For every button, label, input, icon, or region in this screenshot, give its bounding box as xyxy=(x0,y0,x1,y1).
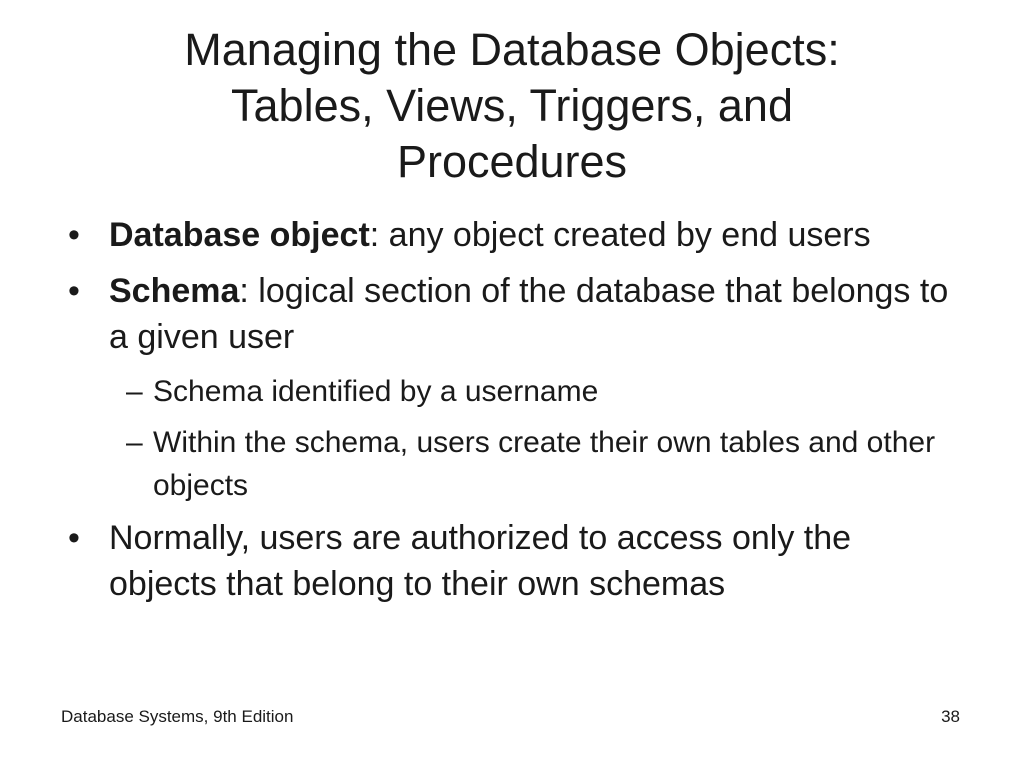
bullet-text: Normally, users are authorized to access only the objects that belong to their own schemas xyxy=(109,519,852,603)
sub-bullet-text: Schema identified by a username xyxy=(153,375,599,408)
title-line-1: Managing the Database Objects: xyxy=(184,24,840,75)
bullet-text: : any object created by end users xyxy=(369,216,871,254)
bullet-term: Database object xyxy=(109,216,370,254)
bullet-term: Schema xyxy=(109,272,240,310)
bullet-text: : logical section of the database that belongs to a given user xyxy=(109,272,949,356)
title-line-2: Tables, Views, Triggers, and xyxy=(231,80,793,131)
bullet-marker: • xyxy=(68,272,80,310)
bullet-authorization xyxy=(68,515,968,607)
footer-source: Database Systems, 9th Edition xyxy=(61,707,294,726)
sub-bullet-username xyxy=(68,370,968,413)
title-line-3: Procedures xyxy=(396,136,628,187)
sub-bullet-marker: – xyxy=(126,375,143,408)
bullet-database-object xyxy=(68,212,968,258)
page-number: 38 xyxy=(941,707,960,726)
bullet-marker: • xyxy=(68,216,80,254)
slide-body xyxy=(68,212,968,617)
sub-bullet-own-tables xyxy=(68,421,968,507)
sub-bullet-marker: – xyxy=(126,426,143,459)
sub-bullet-text: Within the schema, users create their own tables and other objects xyxy=(153,426,936,502)
bullet-marker: • xyxy=(68,519,80,557)
bullet-schema xyxy=(68,268,968,360)
slide-title xyxy=(60,22,964,190)
